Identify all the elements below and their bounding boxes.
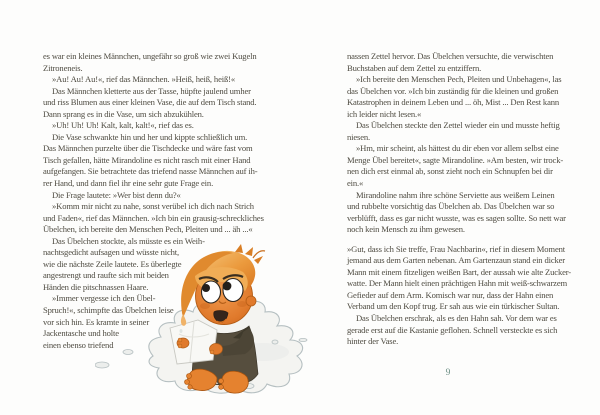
droplet: [299, 338, 307, 341]
text-line: Tisch gefallen, hätte Mirandoline es nicht rasch mit einer Hand: [43, 154, 251, 165]
text-line: vor sich hin. Es kramte in seiner: [43, 316, 150, 327]
text-line: hinter der Vase.: [347, 336, 399, 347]
text-line: nassen Zettel hervor. Das Übelchen versuchte, die verwischten: [347, 51, 554, 61]
text-line: Das Übelchen steckte den Zettel wieder ein und musste heftig: [356, 120, 560, 131]
text-line: nen dich erst einmal ab, sonst zieht noch ein Schnupfen bei dir: [347, 166, 553, 177]
text-line: Verband um den Kopf trug. Er sah aus wie ein türkischer Sultan.: [347, 301, 560, 312]
text-line: Buchstaben auf dem Zettel zu entziffern.: [347, 62, 482, 73]
text-line: ich leider nicht lesen.«: [347, 108, 422, 119]
text-line: Händen die pitschnassen Haare.: [43, 281, 149, 292]
droplet: [123, 350, 133, 355]
text-line: Das Übelchen stockte, als müsste es ein Weih-: [52, 235, 205, 246]
text-line: watte. Der Mann hielt einen prächtigen Hahn mit weiß-schwarzem: [347, 278, 568, 289]
text-line: noch kein Mensch zu ihm gewesen.: [347, 224, 465, 235]
text-line: Mirandoline nahm ihre schöne Serviette aus weißem Leinen: [356, 189, 555, 200]
text-line: »Hm, mir scheint, als hättest du dir eben vor allem selbst eine: [356, 143, 559, 154]
text-line: aufgefangen. Sie betrachtete das triefend nasse Männchen auf ih-: [43, 166, 258, 177]
droplet: [272, 340, 278, 344]
text-line: »Immer vergesse ich den Übel-: [52, 293, 156, 304]
uebelchen-illustration: [95, 244, 325, 410]
text-line: gerade erst auf die Kastanie geflohen. Schnell versteckte es sich: [347, 324, 558, 335]
text-line: nachtsgedicht aufsagen und wüsste nicht,: [43, 247, 179, 258]
text-line: Zitroneneis.: [43, 62, 83, 73]
text-line: »Ich bereite den Menschen Pech, Pleiten und Unbehagen«, las: [356, 74, 562, 85]
text-line: ein.«: [347, 178, 364, 189]
text-line: »Au! Au! Au!«, rief das Männchen. »Heiß, heiß, heiß!«: [52, 74, 235, 85]
text-line: verblüfft, dass es gar nicht wusste, was es sagen sollte. So nett war: [347, 212, 566, 223]
text-line: »Komm mir nicht zu nahe, sonst verübel ich dich nach Strich: [52, 201, 254, 212]
text-line: angestrengt und raufte sich mit beiden: [43, 270, 169, 281]
text-line: Jackentasche und holte: [43, 328, 119, 339]
text-line: »Gut, dass ich Sie treffe, Frau Nachbarin«, rief in diesem Moment: [347, 243, 566, 254]
text-line: Mann mit einem fitzeligen weißen Bart, der aussah wie alte Zucker-: [347, 266, 572, 277]
text-line: und rubbelte vorsichtig das Übelchen ab. Das Übelchen war so: [347, 201, 555, 212]
text-line: es war ein kleines Männchen, ungefähr so groß wie zwei Kugeln: [43, 51, 257, 61]
text-line: wie die nächste Zeile lautete. Es überlegte: [43, 258, 182, 269]
text-line: und Faden«, rief das Männchen. »Ich bin ein grausig-schreckliches: [43, 212, 264, 223]
text-line: jemand aus dem Garten nebenan. Am Gartenzaun stand ein dicker: [347, 255, 566, 266]
text-line: Die Vase schwankte hin und her und kippte schließlich um.: [52, 131, 248, 142]
text-line: rer Hand, und dann fiel ihr eine sehr gute Frage ein.: [43, 178, 214, 189]
text-line: einen ebenso triefend: [43, 339, 114, 350]
text-line: Das Männchen purzelte über die Tischdecke und wäre fast vom: [43, 143, 253, 154]
text-line: Das Übelchen erschrak, als es den Hahn sah. Vor dem war es: [356, 313, 557, 324]
text-line: Spruch!«, schimpfte das Übelchen leise: [43, 305, 174, 316]
page-number: 9: [445, 368, 451, 378]
text-line: Dann sprang es in die Vase, um sich abzukühlen.: [43, 108, 204, 119]
text-line: das Übelchen vor. »Ich bin zuständig für die kleinen und großen: [347, 85, 559, 96]
text-line: Übelchen, ich bereite den Menschen Pech, Pleiten und ... äh ...«: [43, 224, 253, 235]
text-line: Katastrophen in deinem Leben und ... öh, Mist ... Den Rest kann: [347, 97, 560, 108]
text-line: Menge Übel bereitet«, sagte Mirandoline. »Am besten, wir trock-: [347, 154, 564, 165]
text-line: niesen.: [347, 131, 371, 142]
right-page-text: [347, 51, 572, 348]
text-line: Das Männchen kletterte aus der Tasse, hüpfte jaulend umher: [52, 85, 251, 96]
text-line: und riss Blumen aus einer kleinen Vase, die auf dem Tisch stand.: [43, 97, 257, 108]
text-line: Die Frage lautete: »Wer bist denn du?«: [52, 189, 181, 200]
ear: [246, 296, 256, 306]
text-line: Gefieder auf dem Arm. Komisch war nur, dass der Hahn einen: [347, 289, 554, 300]
droplet: [95, 362, 109, 368]
text-line: »Uh! Uh! Uh! Kalt, kalt, kalt!«, rief das es.: [52, 120, 194, 131]
